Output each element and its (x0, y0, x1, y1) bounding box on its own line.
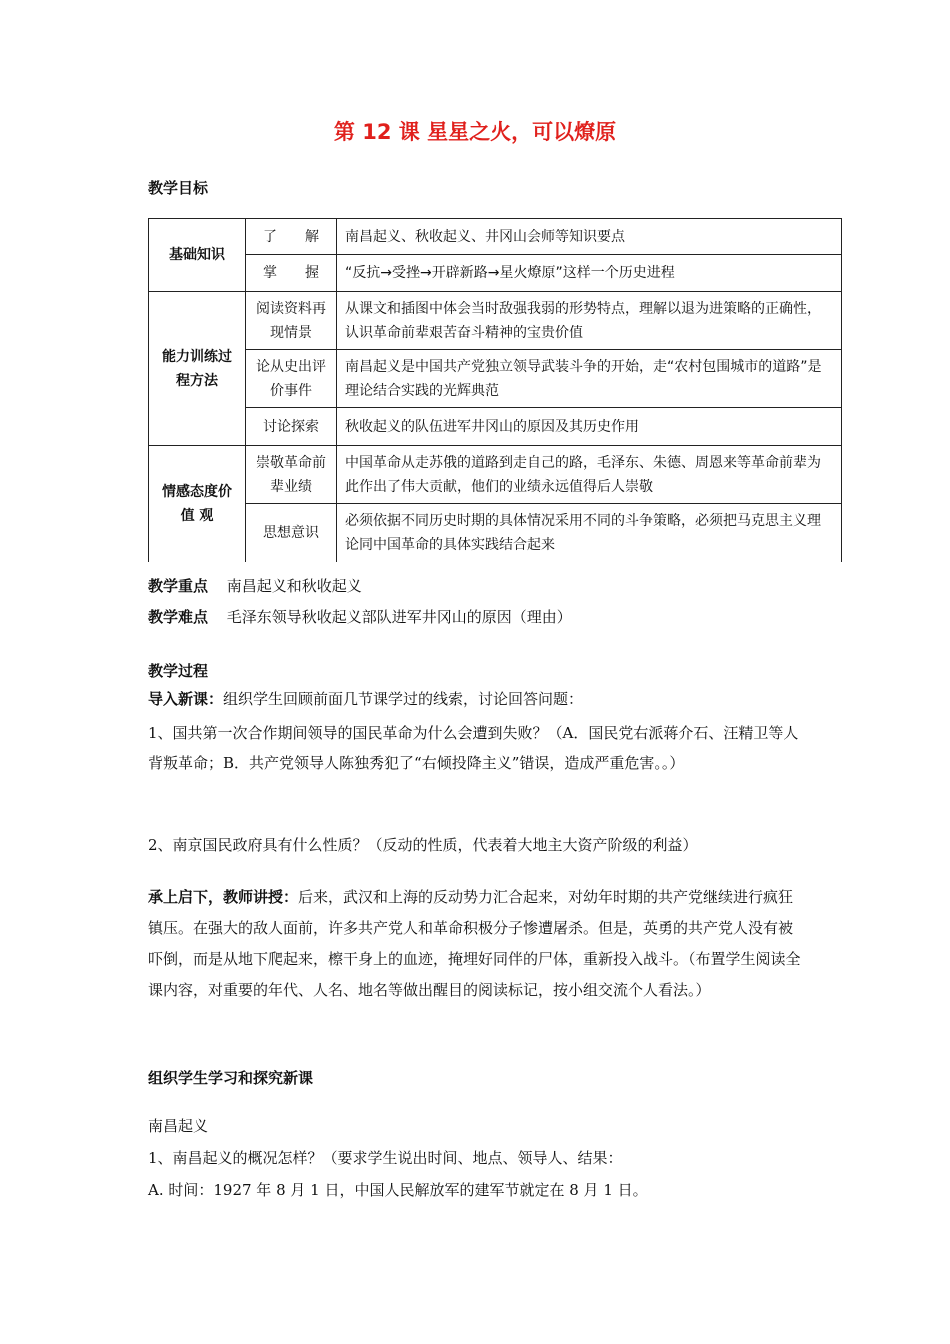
difficult-point (148, 604, 572, 630)
table-row (149, 408, 842, 446)
content-cell: 必须依据不同历史时期的具体情况采用不同的斗争策略，必须把马克思主义理论同中国革命的具体实践结合起来 (337, 504, 842, 562)
category-cell: 情感态度价 值 观 (149, 446, 246, 562)
category-cell: 基础知识 (149, 219, 246, 292)
sub-cell: 了 解 (246, 219, 337, 255)
objectives-heading: 教学目标 (148, 179, 209, 197)
content-cell: 南昌起义是中国共产党独立领导武装斗争的开始，走“农村包围城市的道路”是理论结合实践的光辉典范 (337, 350, 842, 408)
table-row (149, 255, 842, 292)
transition-text: 后来，武汉和上海的反动势力汇合起来，对幼年时期的共产党继续进行疯狂镇压。在强大的敌人面前，许多共产党人和革命积极分子惨遭屠杀。但是，英勇的共产党人没有被吓倒，而是从地下爬起来，檫干身上的血迹，掩埋好同伴的尸体，重新投入战斗。（布置学生阅读全课内容，对重要的年代、人名、地名等做出醒目的阅读标记，按小组交流个人看法。） (148, 888, 801, 999)
sub-cell: 崇敬革命前辈业绩 (246, 446, 337, 504)
sub-cell: 掌 握 (246, 255, 337, 292)
content-cell: 南昌起义、秋收起义、井冈山会师等知识要点 (337, 219, 842, 255)
intro-label: 导入新课： (148, 690, 224, 708)
sub-cell: 讨论探索 (246, 408, 337, 446)
difficult-point-label: 教学难点 (148, 608, 209, 626)
content-cell: 从课文和插图中体会当时敌强我弱的形势特点，理解以退为进策略的正确性，认识革命前辈艰苦奋斗精神的宝贵价值 (337, 292, 842, 350)
content-cell: “反抗→受挫→开辟新路→星火燎原”这样一个历史进程 (337, 255, 842, 292)
key-point (148, 573, 362, 599)
sub-cell: 阅读资料再现情景 (246, 292, 337, 350)
intro-text: 组织学生回顾前面几节课学过的线索，讨论回答问题： (223, 690, 584, 708)
key-point-label: 教学重点 (148, 577, 209, 595)
key-point-text: 南昌起义和秋收起义 (226, 577, 362, 595)
intro-paragraph (148, 686, 808, 712)
question-2: 2、南京国民政府具有什么性质？（反动的性质，代表着大地主大资产阶级的利益） (148, 836, 698, 854)
table-row (149, 350, 842, 408)
process-heading: 教学过程 (148, 662, 209, 680)
question-1: 1、国共第一次合作期间领导的国民革命为什么会遭到失败？（A．国民党右派蒋介石、汪精卫等人背叛革命；B．共产党领导人陈独秀犯了“右倾投降主义”错误，造成严重危害。。） (148, 724, 799, 772)
new-question-1: 1、南昌起义的概况怎样？（要求学生说出时间、地点、领导人、结果： (148, 1149, 623, 1167)
objectives-table (148, 218, 842, 562)
section-title: 南昌起义 (148, 1117, 209, 1135)
sub-cell: 思想意识 (246, 504, 337, 562)
category-cell: 能力训练过程方法 (149, 292, 246, 446)
new-question-1-answer-a: A. 时间：1927 年 8 月 1 日，中国人民解放军的建军节就定在 8 月 1 日。 (148, 1181, 648, 1199)
table-row (149, 219, 842, 255)
organize-heading: 组织学生学习和探究新课 (148, 1069, 314, 1087)
table-row (149, 446, 842, 504)
table-row (149, 504, 842, 562)
table-row (149, 292, 842, 350)
page-title: 第 12 课 星星之火，可以燎原 (333, 120, 617, 144)
transition-label: 承上启下，教师讲授： (148, 888, 299, 906)
difficult-point-text: 毛泽东领导秋收起义部队进军井冈山的原因（理由） (226, 608, 572, 626)
content-cell: 中国革命从走苏俄的道路到走自己的路，毛泽东、朱德、周恩来等革命前辈为此作出了伟大贡献，他们的业绩永远值得后人崇敬 (337, 446, 842, 504)
transition-paragraph (148, 882, 804, 1006)
content-cell: 秋收起义的队伍进军井冈山的原因及其历史作用 (337, 408, 842, 446)
sub-cell: 论从史出评价事件 (246, 350, 337, 408)
